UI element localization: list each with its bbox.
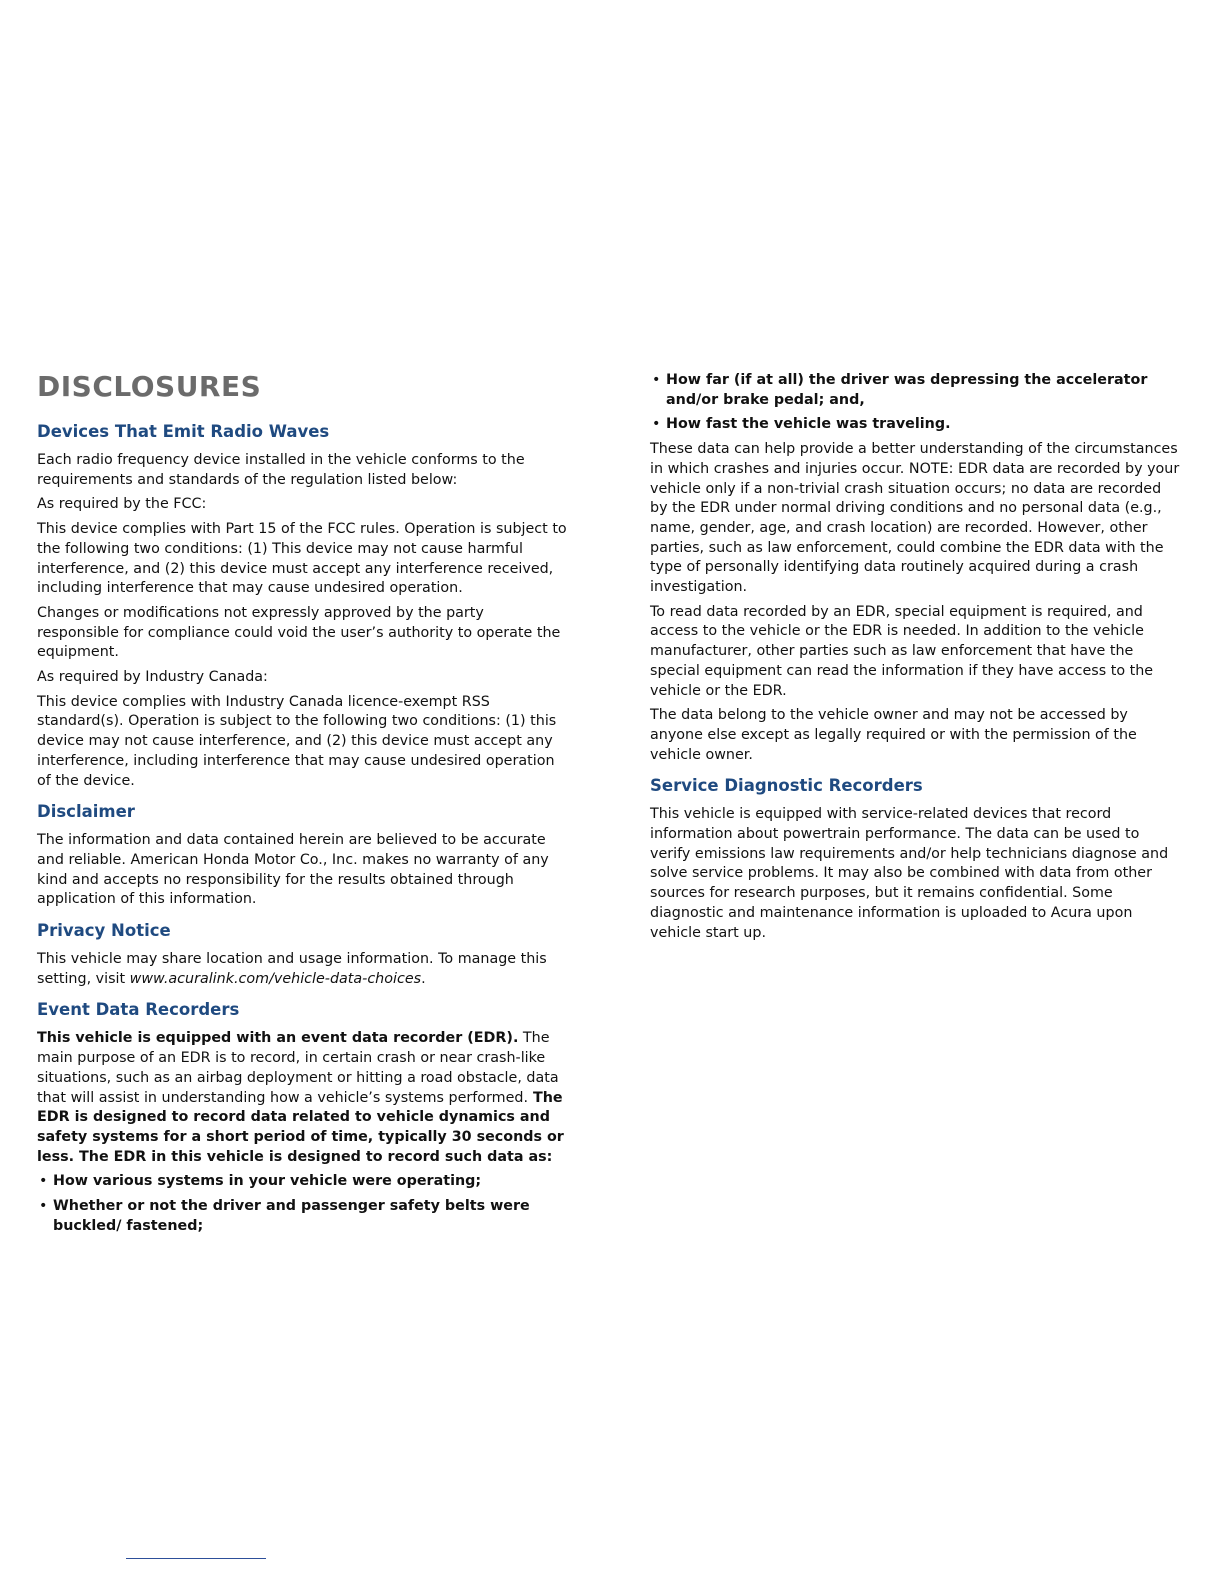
industry-canada-paragraph: This device complies with Industry Canada licence-exempt RSS standard(s). Operation is subject to the following two conditions: (1) this device may not cause interference, and (2) this device must accept any interference, including interference that may cause undesired operation of the device. <box>37 693 557 789</box>
disclaimer-paragraph: The information and data contained herein are believed to be accurate and reliable. American Honda Motor Co., Inc. makes no warranty of any kind and accepts no responsibility for the results obtained through application of this information. <box>37 832 549 908</box>
footer-divider <box>126 1558 266 1559</box>
bullet-icon: • <box>39 1173 48 1190</box>
fcc-label: As required by the FCC: <box>37 496 207 513</box>
bullet-icon: • <box>652 372 661 388</box>
disclaimer-heading: Disclaimer <box>37 802 135 822</box>
privacy-heading: Privacy Notice <box>37 921 171 941</box>
radio-waves-heading: Devices That Emit Radio Waves <box>37 422 330 441</box>
bullet-text: How various systems in your vehicle were operating; <box>53 1173 482 1190</box>
bullet-text: How fast the vehicle was traveling. <box>666 416 951 433</box>
right-column <box>650 371 1180 948</box>
bullet-text: How far (if at all) the driver was depressing the accelerator and/or brake pedal; and, <box>666 372 1148 408</box>
service-recorders-heading: Service Diagnostic Recorders <box>650 776 923 796</box>
edr-heading: Event Data Recorders <box>37 1000 240 1020</box>
radio-intro-paragraph: Each radio frequency device installed in the vehicle conforms to the requirements and standards of the regulation listed below: <box>37 452 525 488</box>
privacy-period: . <box>421 970 426 987</box>
left-column <box>37 370 567 1242</box>
modifications-paragraph: Changes or modifications not expressly approved by the party responsible for compliance could void the user’s authority to operate the equipment. <box>37 604 561 661</box>
edr-bullet-list-right <box>650 371 1180 435</box>
edr-bullet-list-left <box>37 1172 567 1236</box>
bullet-icon: • <box>652 416 661 433</box>
edr-intro-paragraph <box>37 1029 567 1167</box>
edr-bold-design: The EDR is designed to record data related to vehicle dynamics and safety systems for a short period of time, typically 30 seconds or less. The EDR in this vehicle is designed to record such data as: <box>37 1089 564 1165</box>
list-item <box>650 371 1180 410</box>
list-item <box>650 415 1180 435</box>
privacy-text: This vehicle may share location and usage information. To manage this setting, visit <box>37 951 547 987</box>
edr-purpose-text: The main purpose of an EDR is to record, in certain crash or near crash-like situations, such as an airbag deployment or hitting a road obstacle, data that will assist in understanding how a vehicle’s systems performed. <box>37 1030 559 1106</box>
list-item <box>37 1197 567 1236</box>
service-recorders-paragraph: This vehicle is equipped with service-related devices that record information about powertrain performance. The data can be used to verify emissions law requirements and/or help technicians diagnose and solve service problems. It may also be combined with data from other sources for research purposes, but it remains confidential. Some diagnostic and maintenance information is uploaded to Acura upon vehicle start up. <box>650 806 1169 941</box>
edr-access-paragraph: To read data recorded by an EDR, special equipment is required, and access to the vehicle or the EDR is needed. In addition to the vehicle manufacturer, other parties such as law enforcement that have the special equipment can read the information if they have access to the vehicle or the EDR. <box>650 603 1154 699</box>
privacy-link[interactable]: www.acuralink.com/vehicle-data-choices <box>129 970 422 987</box>
bullet-icon: • <box>39 1198 48 1215</box>
industry-canada-label: As required by Industry Canada: <box>37 669 268 686</box>
page-title: DISCLOSURES <box>37 370 262 403</box>
fcc-compliance-paragraph: This device complies with Part 15 of the FCC rules. Operation is subject to the following two conditions: (1) This device may not cause harmful interference, and (2) this device must accept any interference received, including interference that may cause undesired operation. <box>37 521 567 597</box>
edr-bold-lead: This vehicle is equipped with an event data recorder (EDR). <box>37 1030 519 1047</box>
edr-data-paragraph: These data can help provide a better understanding of the circumstances in which crashes and injuries occur. NOTE: EDR data are recorded by your vehicle only if a non-trivial crash situation occurs; no data are recorded by the EDR under normal driving conditions and no personal data (e.g., name, gender, age, and crash location) are recorded. However, other parties, such as law enforcement, could combine the EDR data with the type of personally identifying data routinely acquired during a crash investigation. <box>650 441 1180 596</box>
bullet-text: Whether or not the driver and passenger safety belts were buckled/ fastened; <box>53 1198 530 1234</box>
edr-ownership-paragraph: The data belong to the vehicle owner and may not be accessed by anyone else except as legally required or with the permission of the vehicle owner. <box>650 707 1137 763</box>
list-item <box>37 1172 567 1192</box>
privacy-paragraph <box>37 950 567 989</box>
